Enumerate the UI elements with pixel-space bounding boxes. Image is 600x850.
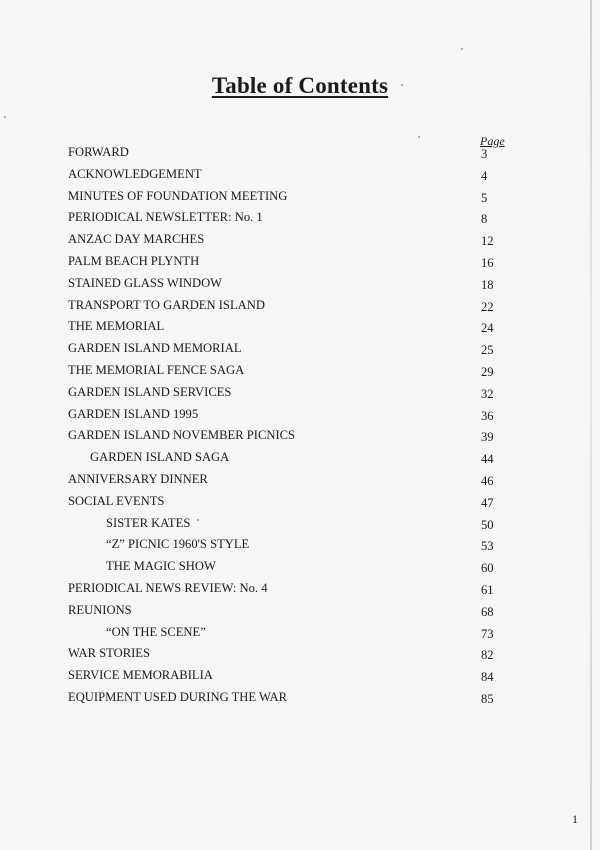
toc-entry xyxy=(0,382,600,404)
toc-entry-title: GARDEN ISLAND SAGA xyxy=(90,450,230,465)
toc-entry xyxy=(0,164,600,186)
toc-entry xyxy=(0,425,600,447)
toc-entry-page: 46 xyxy=(481,473,494,488)
toc-entry xyxy=(0,360,600,382)
toc-entry xyxy=(0,491,600,513)
toc-entry xyxy=(0,338,600,360)
toc-entry-page: 22 xyxy=(481,299,494,314)
toc-entry-title: PALM BEACH PLYNTH xyxy=(68,253,200,268)
toc-entry-title: MINUTES OF FOUNDATION MEETING xyxy=(68,188,288,203)
toc-entry-title: PERIODICAL NEWSLETTER: No. 1 xyxy=(68,210,263,225)
toc-entry-page: 60 xyxy=(481,561,494,576)
toc-entry xyxy=(0,687,600,709)
toc-entry xyxy=(0,229,600,251)
toc-entry xyxy=(0,622,600,644)
toc-entry-title: THE MEMORIAL FENCE SAGA xyxy=(68,362,245,377)
toc-entry-page: 16 xyxy=(481,255,494,270)
toc-entry-title: ANNIVERSARY DINNER xyxy=(68,471,208,486)
toc-entry-page: 24 xyxy=(481,321,494,336)
toc-entry-page: 4 xyxy=(481,168,488,183)
toc-entry-title: EQUIPMENT USED DURING THE WAR xyxy=(68,689,287,704)
toc-entry xyxy=(0,600,600,622)
scan-speck xyxy=(401,84,403,86)
toc-entry-page: 53 xyxy=(481,539,494,554)
toc-entry-title: “Z” PICNIC 1960'S STYLE xyxy=(106,537,250,552)
toc-entry xyxy=(0,316,600,338)
toc-entry-title: GARDEN ISLAND MEMORIAL xyxy=(68,341,242,356)
toc-entry-page: 50 xyxy=(481,517,494,532)
toc-entry xyxy=(0,251,600,273)
toc-entry-title: FORWARD xyxy=(68,145,129,159)
toc-entry xyxy=(0,273,600,295)
toc-entry-page: 47 xyxy=(481,495,494,510)
toc-entry-page: 32 xyxy=(481,386,494,401)
toc-entry xyxy=(0,534,600,556)
scan-speck xyxy=(461,48,463,50)
toc-entry-page: 8 xyxy=(481,212,488,227)
toc-entry-page: 61 xyxy=(481,582,494,597)
page-title: Table of Contents xyxy=(211,73,389,98)
toc-entry xyxy=(0,186,600,208)
toc-entry xyxy=(0,513,600,535)
toc-entry-title: SISTER KATES xyxy=(106,515,191,530)
toc-entry-page: 25 xyxy=(481,343,494,358)
toc-entry-title: REUNIONS xyxy=(68,602,132,617)
toc-entry-page: 82 xyxy=(481,648,494,663)
toc-entry-page: 36 xyxy=(481,408,494,423)
toc-entry-page: 3 xyxy=(481,147,488,161)
toc-entry-page: 68 xyxy=(481,604,494,619)
toc-entry-title: THE MEMORIAL xyxy=(68,319,165,334)
scan-speck xyxy=(197,519,199,521)
toc-entry-title: ANZAC DAY MARCHES xyxy=(68,232,205,247)
toc-entry xyxy=(0,665,600,687)
toc-entry-page: 29 xyxy=(481,364,494,379)
toc-entry xyxy=(0,207,600,229)
toc-entry xyxy=(0,556,600,578)
toc-entry xyxy=(0,469,600,491)
toc-entry-title: SERVICE MEMORABILIA xyxy=(68,668,213,683)
toc-entry-page: 39 xyxy=(481,430,494,445)
toc-entry-title: WAR STORIES xyxy=(68,646,150,661)
toc-entry-title: “ON THE SCENE” xyxy=(106,624,206,639)
toc-entry-page: 85 xyxy=(481,691,494,706)
toc-entry xyxy=(0,447,600,469)
toc-entry xyxy=(0,643,600,665)
toc-entry-title: ACKNOWLEDGEMENT xyxy=(68,166,202,181)
page-column-header: Page xyxy=(480,134,505,148)
toc-entry-page: 18 xyxy=(481,277,494,292)
toc-entry-title: GARDEN ISLAND SERVICES xyxy=(68,384,232,399)
toc-entry-page: 5 xyxy=(481,190,488,205)
toc-entry-title: STAINED GLASS WINDOW xyxy=(68,275,223,290)
toc-entry-title: GARDEN ISLAND NOVEMBER PICNICS xyxy=(68,428,296,443)
scan-speck xyxy=(418,136,420,138)
toc-entry-page: 12 xyxy=(481,234,494,249)
toc-entry-title: TRANSPORT TO GARDEN ISLAND xyxy=(68,297,265,312)
toc-entry-title: PERIODICAL NEWS REVIEW: No. 4 xyxy=(68,580,268,595)
toc-entry-title: GARDEN ISLAND 1995 xyxy=(68,406,199,421)
toc-entry xyxy=(0,578,600,600)
toc-entry xyxy=(0,142,600,164)
toc-entry-page: 44 xyxy=(481,452,494,467)
toc-entry-title: SOCIAL EVENTS xyxy=(68,493,165,508)
toc-entry-page: 73 xyxy=(481,626,494,641)
toc-entry-page: 84 xyxy=(481,670,494,685)
page-number: 1 xyxy=(572,812,578,826)
toc-entry xyxy=(0,295,600,317)
toc-entry xyxy=(0,404,600,426)
table-of-contents xyxy=(0,142,600,709)
scan-speck xyxy=(4,116,6,118)
toc-entry-title: THE MAGIC SHOW xyxy=(106,559,216,574)
